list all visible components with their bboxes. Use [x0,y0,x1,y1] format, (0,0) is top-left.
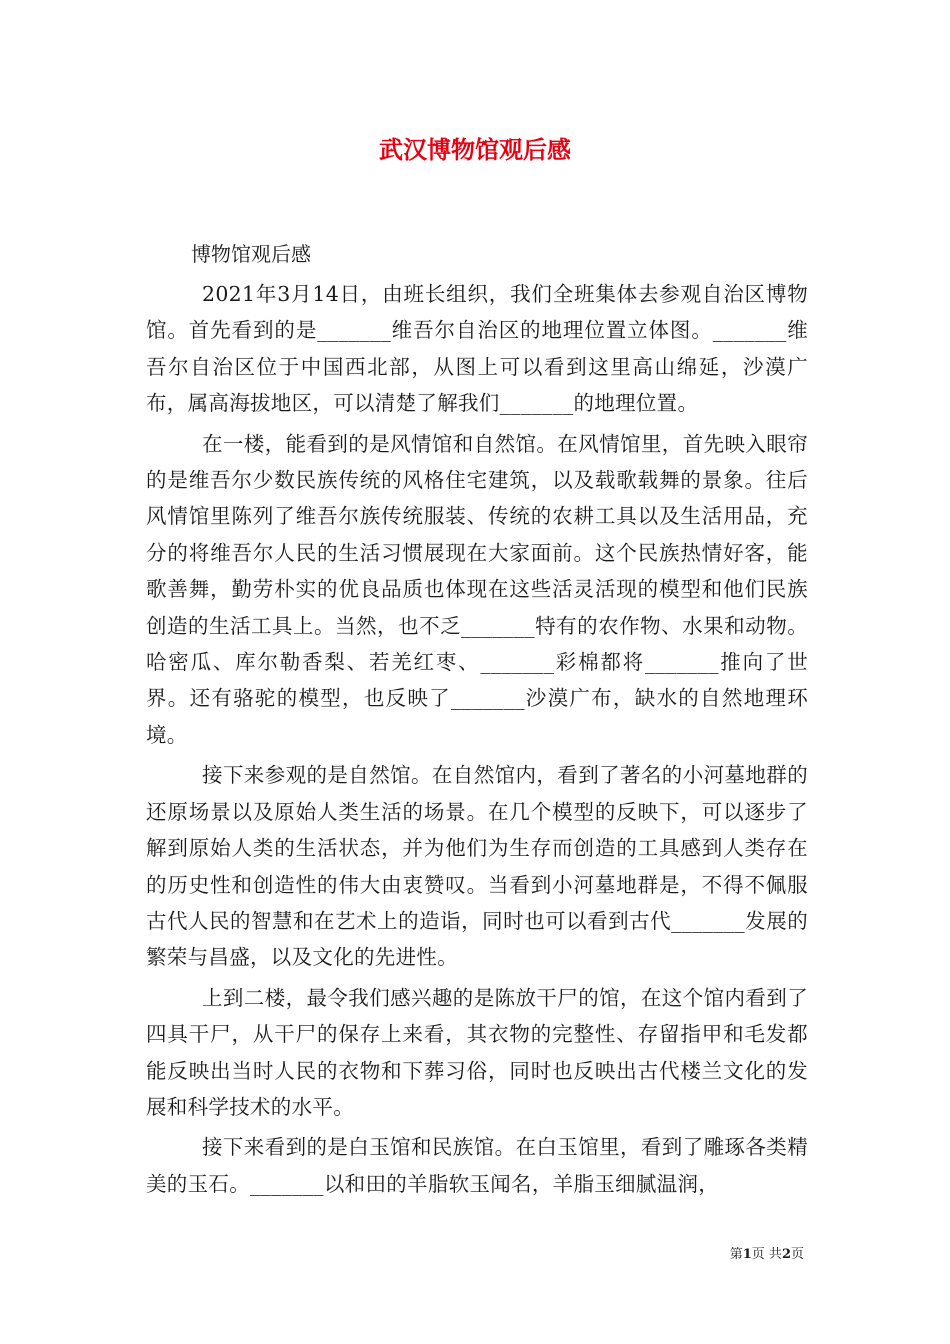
footer-prefix: 第 [729,1247,743,1262]
subheading: 博物馆观后感 [191,242,311,266]
paragraph-2: 在一楼，能看到的是风情馆和自然馆。在风情馆里，首先映入眼帘的是维吾尔少数民族传统的风格住宅建筑，以及载歌载舞的景象。往后风情馆里陈列了维吾尔族传统服装、传统的农耕工具以及生活用品，充分的将维吾尔人民的生活习惯展现在大家面前。这个民族热情好客，能歌善舞，勤劳朴实的优良品质也体现在这些活灵活现的模型和他们民族创造的生活工具上。当然，也不乏_______特有的农作物、水果和动物。哈密瓜、库尔勒香梨、若羌红枣、_______彩棉都将_______推向了世界。还有骆驼的模型，也反映了_______沙漠广布，缺水的自然地理环境。 [146,431,808,747]
footer-suffix: 页 [790,1247,804,1262]
paragraph-4: 上到二楼，最令我们感兴趣的是陈放干尸的馆，在这个馆内看到了四具干尸，从干尸的保存上来看，其衣物的完整性、存留指甲和毛发都能反映出当时人民的衣物和下葬习俗，同时也反映出古代楼兰文化的发展和科学技术的水平。 [146,985,808,1119]
paragraph-5: 接下来看到的是白玉馆和民族馆。在白玉馆里，看到了雕琢各类精美的玉石。_______以和田的羊脂软玉闻名，羊脂玉细腻温润， [146,1135,808,1196]
total-pages-number: 2 [781,1247,791,1262]
footer-middle: 页 共 [751,1247,782,1262]
document-title: 武汉博物馆观后感 [379,135,571,164]
document-body [146,236,808,1206]
page-number-footer [730,1246,804,1264]
paragraph-1: 2021年3月14日，由班长组织，我们全班集体去参观自治区博物馆。首先看到的是_______维吾尔自治区的地理位置立体图。_______维吾尔自治区位于中国西北部，从图上可以看到这里高山绵延，沙漠广布，属高海拔地区，可以清楚了解我们_______的地理位置。 [146,282,808,416]
current-page-number: 1 [742,1247,752,1262]
paragraph-3: 接下来参观的是自然馆。在自然馆内，看到了著名的小河墓地群的还原场景以及原始人类生活的场景。在几个模型的反映下，可以逐步了解到原始人类的生活状态，并为他们为生存而创造的工具感到人类存在的历史性和创造性的伟大由衷赞叹。当看到小河墓地群是，不得不佩服古代人民的智慧和在艺术上的造诣，同时也可以看到古代_______发展的繁荣与昌盛，以及文化的先进性。 [146,763,808,970]
